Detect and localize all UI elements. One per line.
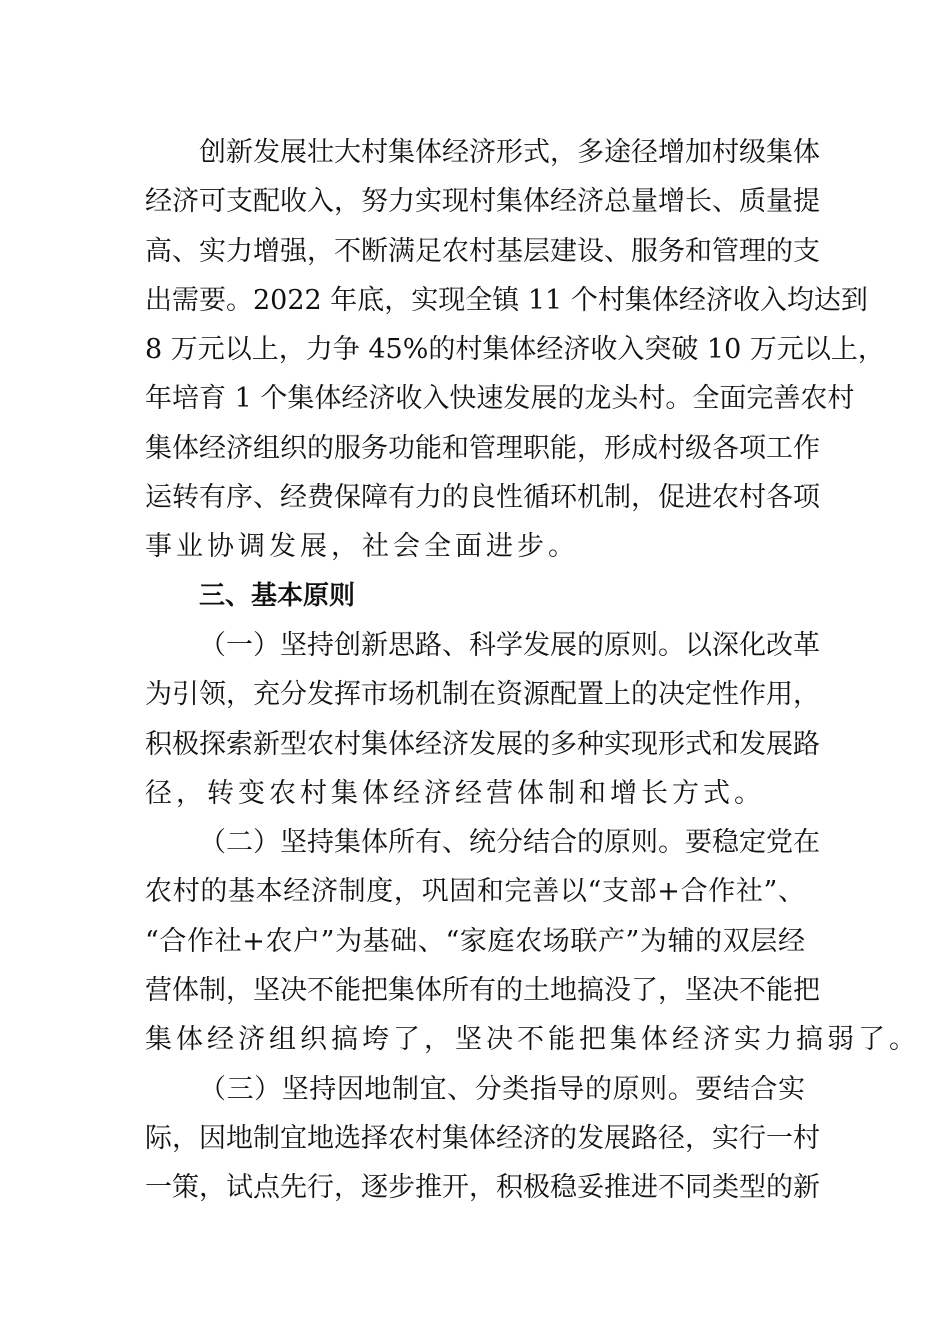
text-line: 集体经济组织搞垮了，坚决不能把集体经济实力搞弱了。: [145, 1024, 920, 1056]
text-line: 出需要。2022 年底，实现全镇 11 个村集体经济收入均达到: [145, 284, 868, 316]
text-line: 高、实力增强，不断满足农村基层建设、服务和管理的支: [145, 235, 820, 267]
text-line: “合作社+农户”为基础、“家庭农场联产”为辅的双层经: [145, 925, 805, 957]
text-line: 事业协调发展，社会全面进步。: [145, 531, 579, 563]
paragraph-principle-1: [145, 621, 820, 818]
text-line: 一策，试点先行，逐步推开，积极稳妥推进不同类型的新: [145, 1172, 820, 1204]
text-line: （二）坚持集体所有、统分结合的原则。要稳定党在: [199, 827, 820, 859]
text-line: （三）坚持因地制宜、分类指导的原则。要结合实: [199, 1073, 805, 1105]
text-line: （一）坚持创新思路、科学发展的原则。以深化改革: [199, 629, 820, 661]
text-line: 为引领，充分发挥市场机制在资源配置上的决定性作用，: [145, 679, 820, 711]
text-line: 积极探索新型农村集体经济发展的多种实现形式和发展路: [145, 728, 820, 760]
text-line: 集体经济组织的服务功能和管理职能，形成村级各项工作: [145, 432, 820, 464]
text-line: 运转有序、经费保障有力的良性循环机制，促进农村各项: [145, 482, 820, 514]
paragraph-principle-3: [145, 1065, 820, 1213]
section-heading: 三、基本原则: [199, 580, 356, 611]
text-line: 年培育 1 个集体经济收入快速发展的龙头村。全面完善农村: [145, 383, 855, 415]
text-line: 径，转变农村集体经济经营体制和增长方式。: [145, 777, 765, 809]
text-line: 农村的基本经济制度，巩固和完善以“支部+合作社”、: [145, 876, 805, 908]
text-line: 营体制，坚决不能把集体所有的土地搞没了，坚决不能把: [145, 975, 820, 1007]
paragraph-principle-2: [145, 818, 920, 1064]
text-line: 创新发展壮大村集体经济形式，多途径增加村级集体: [199, 137, 820, 168]
text-line: 经济可支配收入，努力实现村集体经济总量增长、质量提: [145, 186, 820, 218]
text-line: 8 万元以上，力争 45%的村集体经济收入突破 10 万元以上，: [145, 334, 885, 366]
text-line: 际，因地制宜地选择农村集体经济的发展路径，实行一村: [145, 1122, 820, 1154]
document-page: [145, 128, 920, 1213]
paragraph-goals: [145, 128, 885, 572]
